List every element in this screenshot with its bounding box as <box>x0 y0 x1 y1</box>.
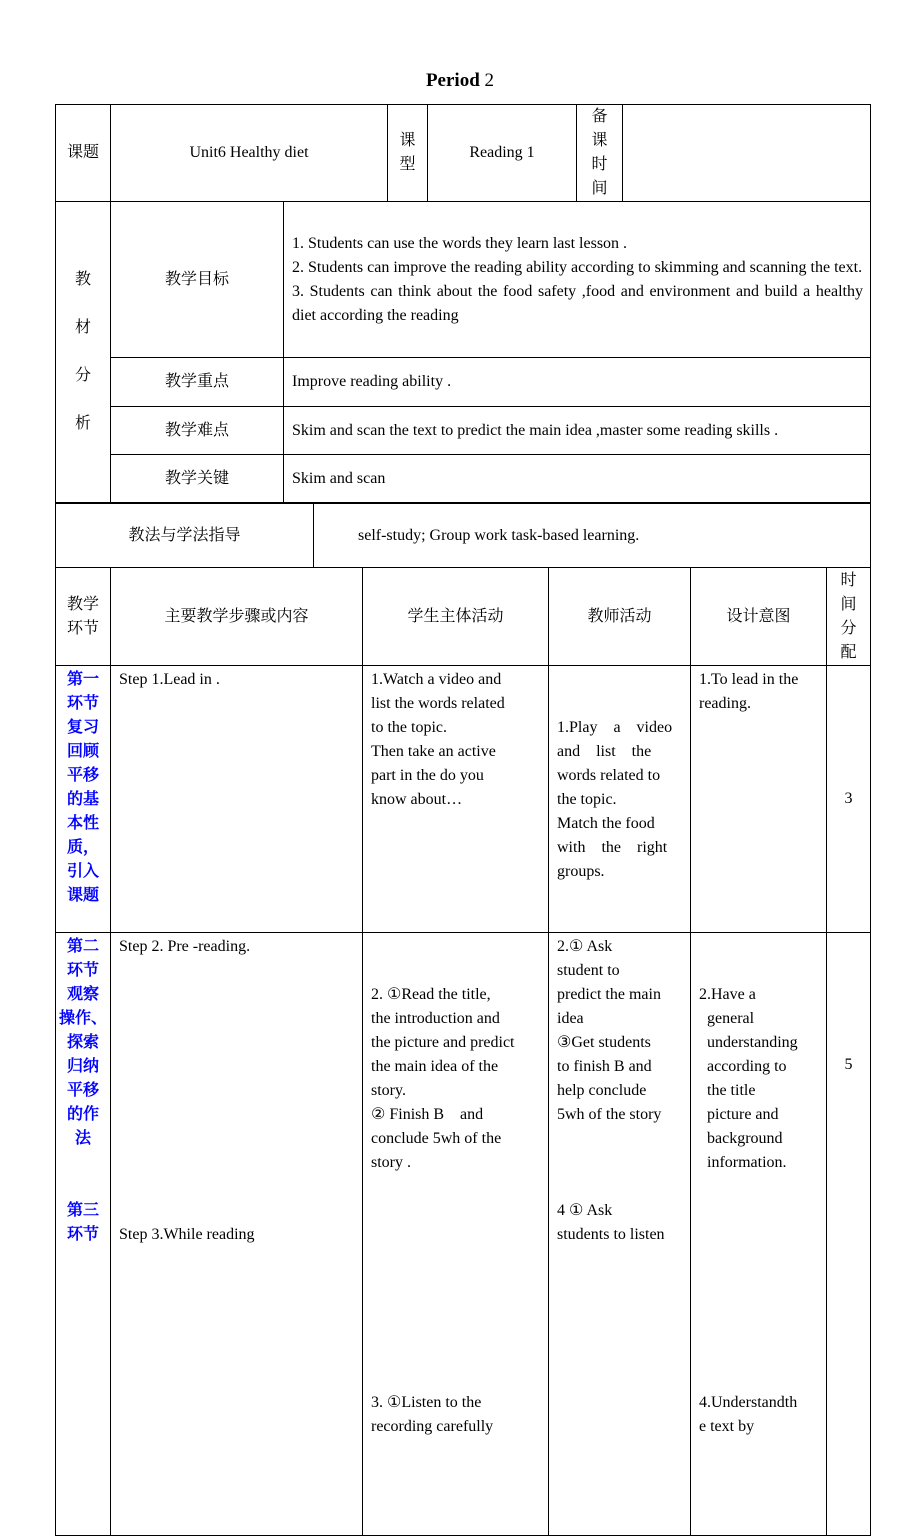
analysis-table <box>55 201 871 503</box>
header-steps: 主要教学步骤或内容 <box>111 568 363 666</box>
prep-time-label: 备 课 时 间 <box>577 105 623 202</box>
method-label: 教法与学法指导 <box>56 504 314 568</box>
stage-2-intent: 2.Have a general understanding according to the title picture and background information. 4.Understandth e text by <box>691 933 827 1536</box>
type-value: Reading 1 <box>428 105 577 202</box>
header-student: 学生主体活动 <box>363 568 549 666</box>
header-stage: 教学 环节 <box>56 568 111 666</box>
stage-1-name: 第一 环节 复习 回顾 平移 的基 本性 质， 引入 课题 <box>56 666 111 933</box>
key-link-label: 教学关键 <box>111 455 284 503</box>
stage-3-intent: 4.Understandth e text by <box>699 1394 798 1435</box>
header-teacher: 教师活动 <box>549 568 691 666</box>
stage-2-name: 第二 环节 观察 操作、 探索 归纳 平移 的作 法 第三 环节 <box>56 933 111 1536</box>
stage-1-time: 3 <box>827 666 871 933</box>
header-time: 时 间 分 配 <box>827 568 871 666</box>
stage-2-teacher: 2.① Ask student to predict the main idea ③Get students to finish B and help conclude 5wh of the story 4 ① Ask students to listen <box>549 933 691 1536</box>
topic-value: Unit6 Healthy diet <box>111 105 388 202</box>
stage-3-student: 3. ①Listen to the recording carefully <box>371 1394 494 1435</box>
difficult-points-content: Skim and scan the text to predict the main idea ,master some reading skills . <box>284 407 871 455</box>
method-value: self-study; Group work task-based learning. <box>314 504 871 568</box>
difficult-points-label: 教学难点 <box>111 407 284 455</box>
key-link-content: Skim and scan <box>284 455 871 503</box>
objectives-content: 1. Students can use the words they learn last lesson . 2. Students can improve the reading ability according to skimming and scanning the text. 3. Students can think about the food safety ,food and environment and build a healthy diet according the reading <box>284 202 871 358</box>
method-table <box>55 503 871 568</box>
analysis-side-label: 教 材 分 析 <box>56 202 111 503</box>
stage-3-step: Step 3.While reading <box>119 1226 255 1243</box>
page-title: Period 2 <box>425 70 495 91</box>
stage-1-student: 1.Watch a video and list the words related to the topic. Then take an active part in the do you know about… <box>363 666 549 933</box>
stage-3-teacher: 4 ① Ask students to listen <box>557 1202 665 1243</box>
stage-1-teacher: 1.Play a video and list the words related to the topic. Match the food with the right groups. <box>549 666 691 933</box>
stage-1-step: Step 1.Lead in . <box>111 666 363 933</box>
key-points-label: 教学重点 <box>111 358 284 407</box>
objectives-label: 教学目标 <box>111 202 284 358</box>
stage-2-student: 2. ①Read the title, the introduction and the picture and predict the main idea of the story. ② Finish B and conclude 5wh of the story . 3. ①Listen to the recording carefully <box>363 933 549 1536</box>
topic-label: 课题 <box>56 105 111 202</box>
key-points-content: Improve reading ability . <box>284 358 871 407</box>
type-label: 课 型 <box>388 105 428 202</box>
stage-2-time: 5 <box>827 933 871 1536</box>
process-table <box>55 567 871 1536</box>
header-intent: 设计意图 <box>691 568 827 666</box>
stage-2-step: Step 2. Pre -reading. Step 3.While reading <box>111 933 363 1536</box>
lesson-info-table <box>55 104 871 202</box>
prep-time-value <box>623 105 871 202</box>
stage-1-intent: 1.To lead in the reading. <box>691 666 827 933</box>
stage-3-name: 第三 环节 <box>66 1202 99 1243</box>
